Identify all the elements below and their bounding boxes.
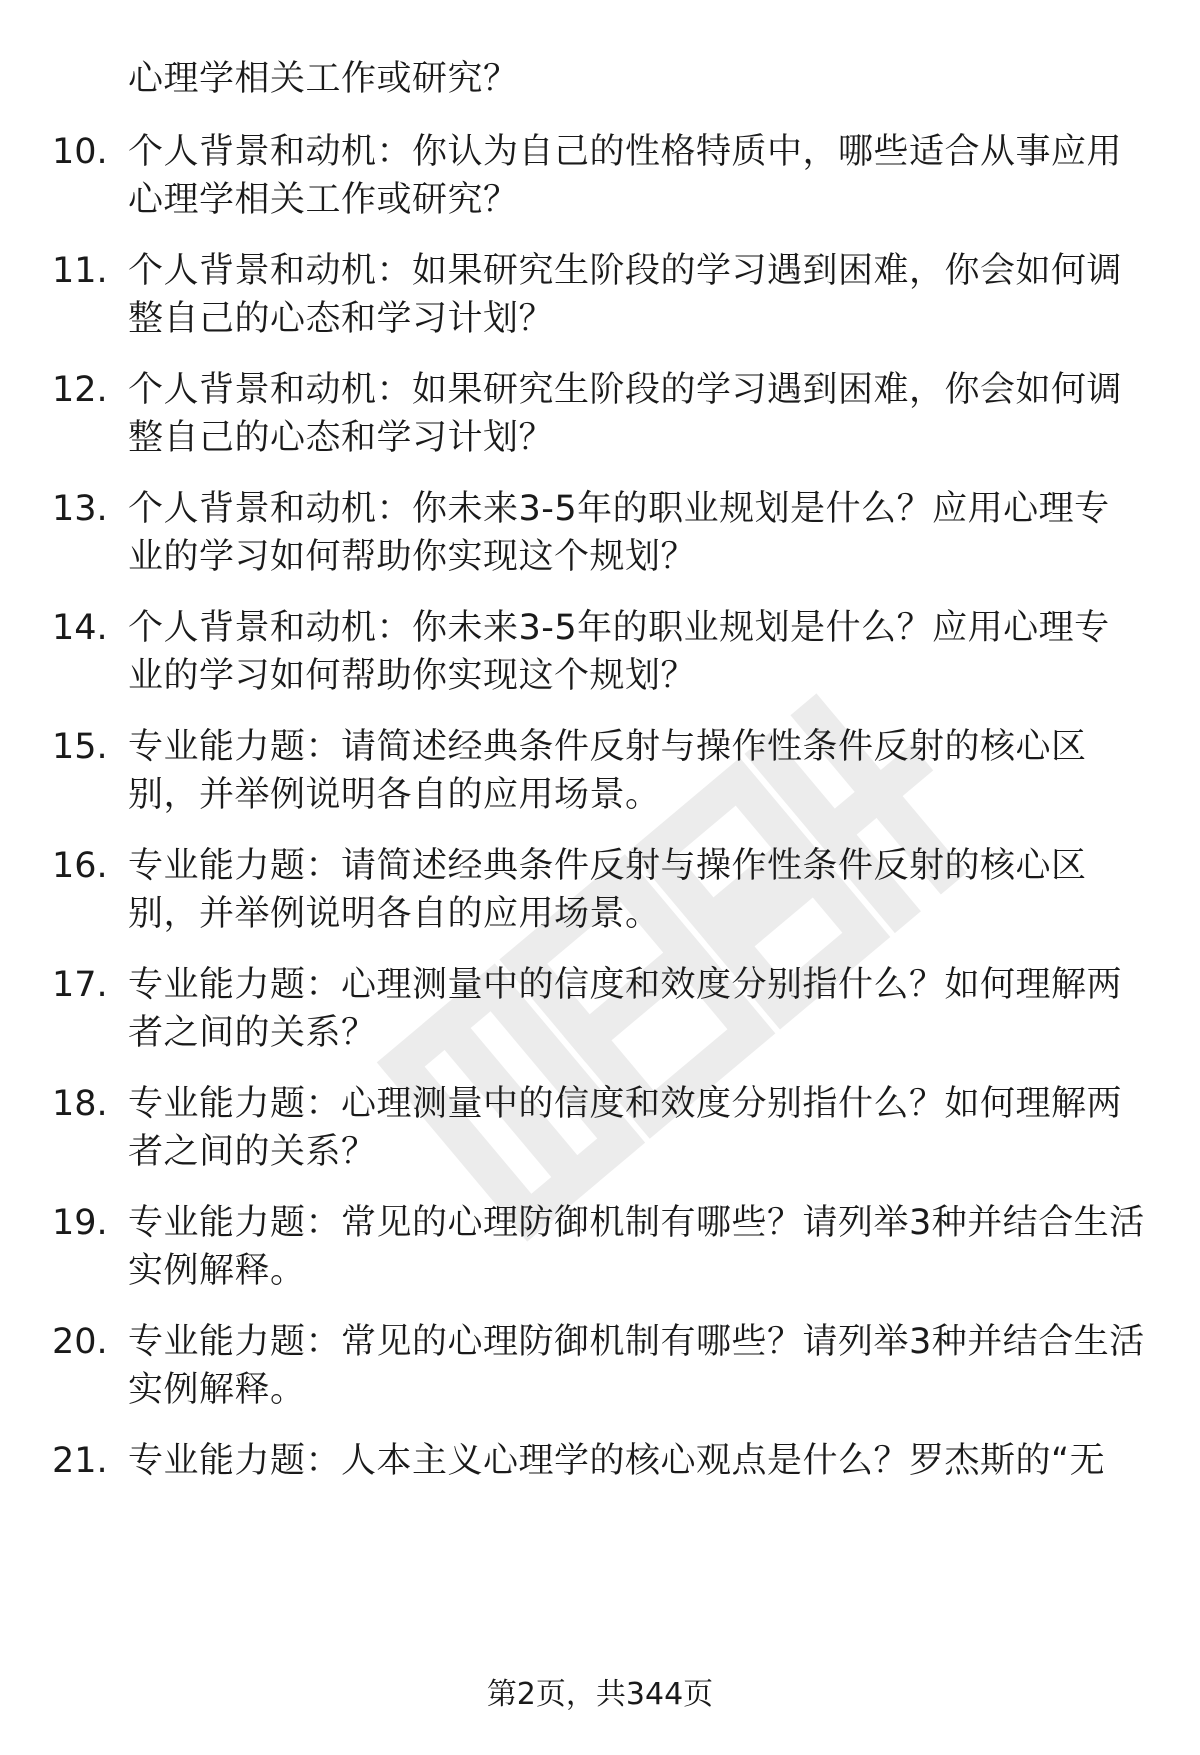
question-number: 16. xyxy=(52,846,108,886)
question-text-line2: 整自己的心态和学习计划？ xyxy=(128,299,555,339)
question-text-line1: 个人背景和动机：你未来3-5年的职业规划是什么？应用心理专 xyxy=(128,489,1110,529)
question-text-line1: 专业能力题：常见的心理防御机制有哪些？请列举3种并结合生活 xyxy=(128,1203,1145,1243)
question-number: 20. xyxy=(52,1322,108,1362)
question-text-line2: 别，并举例说明各自的应用场景。 xyxy=(128,775,661,815)
question-text-line1: 专业能力题：心理测量中的信度和效度分别指什么？如何理解两 xyxy=(128,1084,1123,1124)
question-text-line1: 个人背景和动机：你未来3-5年的职业规划是什么？应用心理专 xyxy=(128,608,1110,648)
question-number: 15. xyxy=(52,727,108,767)
question-text-line2: 心理学相关工作或研究？ xyxy=(128,180,519,220)
question-text-line2: 实例解释。 xyxy=(128,1370,306,1410)
question-text-line2: 者之间的关系？ xyxy=(128,1013,377,1053)
question-text-line2: 业的学习如何帮助你实现这个规划？ xyxy=(128,656,697,696)
question-number: 12. xyxy=(52,370,108,410)
page-footer: 第2页，共344页 xyxy=(486,1677,714,1712)
question-text-line1: 个人背景和动机：你认为自己的性格特质中，哪些适合从事应用 xyxy=(128,132,1123,172)
question-text-line1: 个人背景和动机：如果研究生阶段的学习遇到困难，你会如何调 xyxy=(128,251,1123,291)
question-text-line1: 个人背景和动机：如果研究生阶段的学习遇到困难，你会如何调 xyxy=(128,370,1123,410)
question-text-line1: 专业能力题：请简述经典条件反射与操作性条件反射的核心区 xyxy=(128,846,1087,886)
question-text-line2: 者之间的关系？ xyxy=(128,1132,377,1172)
continuation-line: 心理学相关工作或研究？ xyxy=(128,59,519,99)
question-text-line2: 整自己的心态和学习计划？ xyxy=(128,418,555,458)
question-number: 13. xyxy=(52,489,108,529)
question-text-line1: 专业能力题：请简述经典条件反射与操作性条件反射的核心区 xyxy=(128,727,1087,767)
question-text-line1: 专业能力题：心理测量中的信度和效度分别指什么？如何理解两 xyxy=(128,965,1123,1005)
question-number: 14. xyxy=(52,608,108,648)
question-text-line1: 专业能力题：常见的心理防御机制有哪些？请列举3种并结合生活 xyxy=(128,1322,1145,1362)
question-number: 21. xyxy=(52,1441,108,1481)
question-number: 11. xyxy=(52,251,108,291)
question-number: 19. xyxy=(52,1203,108,1243)
question-text-line2: 实例解释。 xyxy=(128,1251,306,1291)
question-text-line1: 专业能力题：人本主义心理学的核心观点是什么？罗杰斯的“无 xyxy=(128,1441,1106,1481)
question-text-line2: 业的学习如何帮助你实现这个规划？ xyxy=(128,537,697,577)
question-number: 18. xyxy=(52,1084,108,1124)
question-number: 10. xyxy=(52,132,108,172)
question-text-line2: 别，并举例说明各自的应用场景。 xyxy=(128,894,661,934)
question-number: 17. xyxy=(52,965,108,1005)
